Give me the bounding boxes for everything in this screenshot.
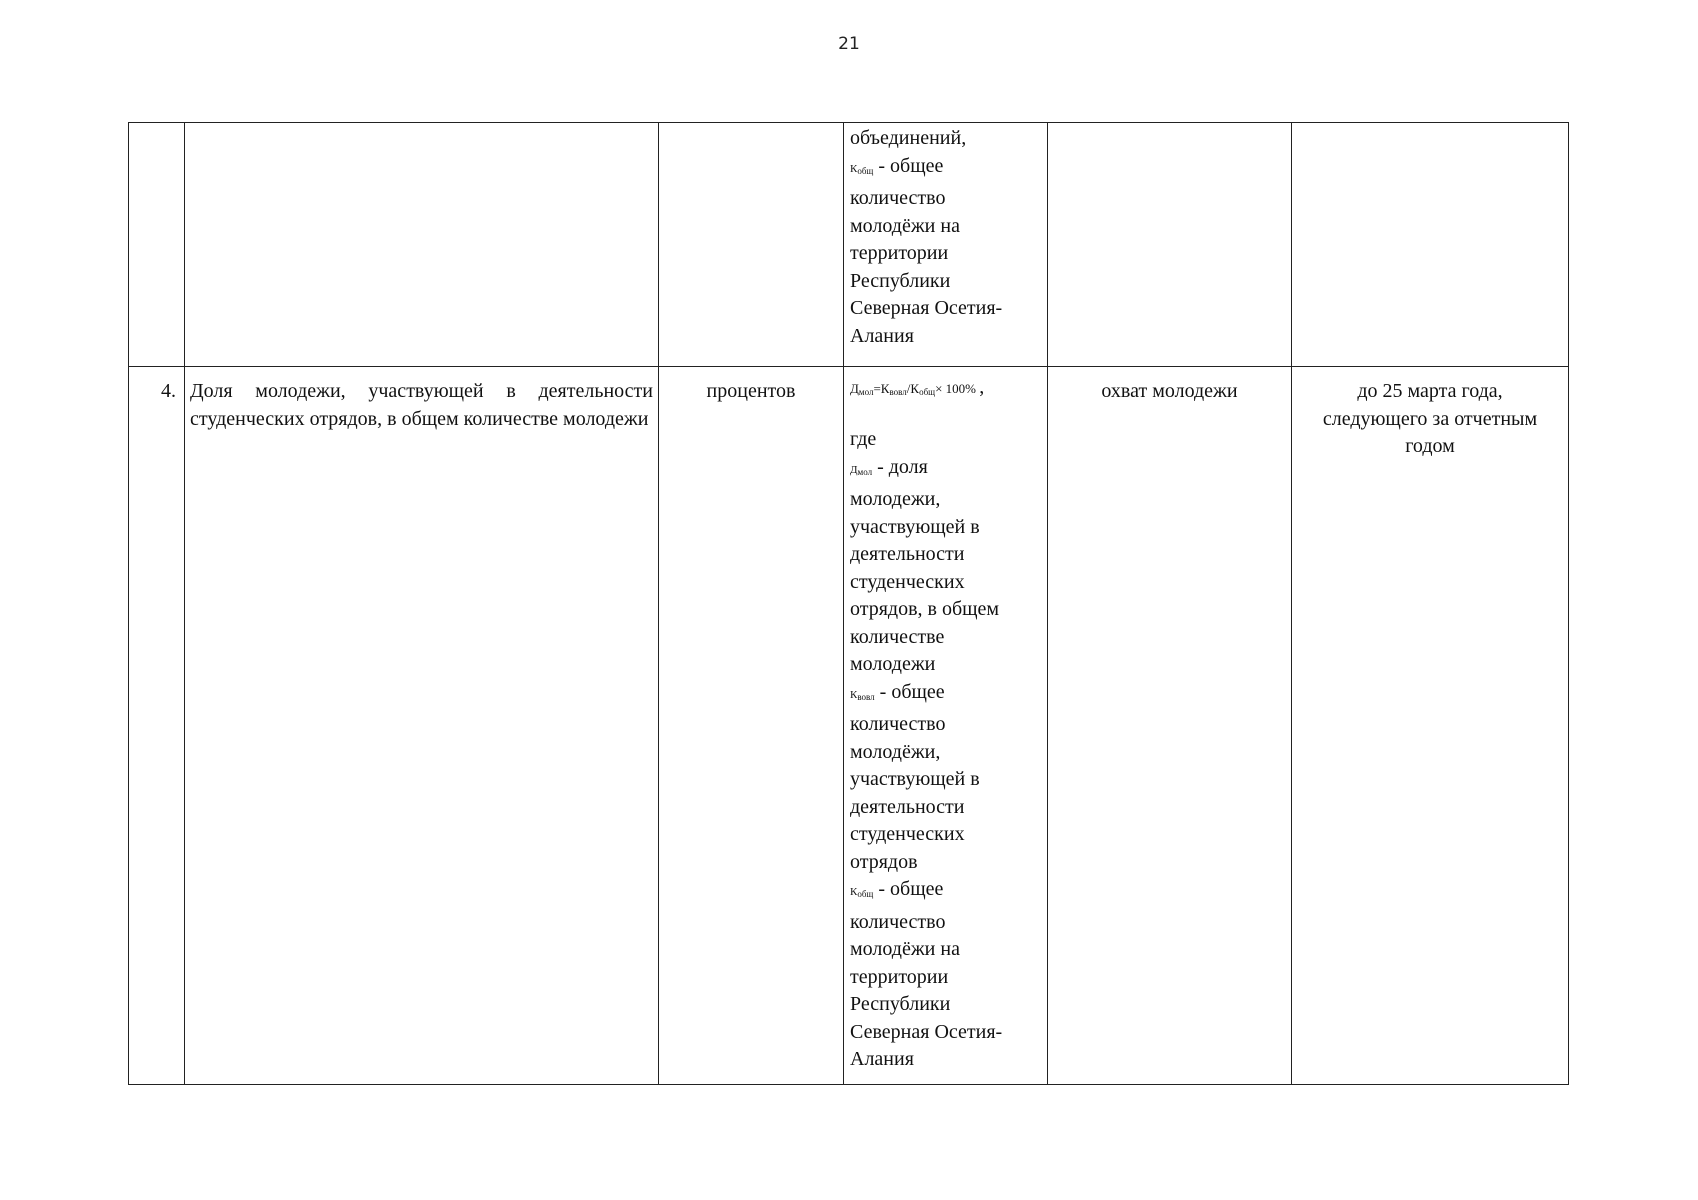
definition-line: молодежи, <box>850 488 941 510</box>
formula-text-line: $К_{общ}$ - общее <box>850 154 944 177</box>
where-label: где <box>850 428 877 450</box>
definition-line: молодёжи на <box>850 938 960 960</box>
definition-line: Северная Осетия- <box>850 1020 1003 1043</box>
formula-text-line: количество <box>850 187 946 209</box>
row-number: 4. <box>129 367 185 1085</box>
formula-text-line: территории <box>850 242 949 264</box>
formula-text-line: Республики <box>850 269 951 292</box>
table-row-4 <box>129 367 1569 1085</box>
definition-line: студенческих <box>850 570 965 593</box>
cell-unit <box>659 123 844 367</box>
cell-indicator <box>185 123 659 367</box>
cell-deadline <box>1292 123 1569 367</box>
cell-basis <box>1048 123 1292 367</box>
definition-line: молодежи <box>850 653 936 675</box>
data-basis: охват молодежи <box>1048 367 1292 1085</box>
formula-text-line: объединений, <box>850 127 967 149</box>
symbol-k: К <box>850 162 858 175</box>
formula-expression: $Д_{мол}=К_{вовл}/К_{общ}\times 100\%$ , <box>850 376 985 398</box>
definition-line: количество <box>850 910 946 933</box>
definition-line: участвующей в <box>850 515 980 538</box>
indicator-name: Доля молодежи, участвующей в деятельности студенческих отрядов, в общем количестве молодежи <box>185 367 659 1085</box>
definition-line: молодёжи, <box>850 740 941 763</box>
definition-line: деятельности <box>850 795 965 818</box>
formula-text-line: Алания <box>850 324 914 347</box>
indicators-table <box>128 122 1569 1085</box>
formula-text-line: молодёжи на <box>850 214 960 237</box>
calculation-formula <box>844 367 1048 1085</box>
unit-of-measure: процентов <box>659 367 844 1085</box>
definition-line: Алания <box>850 1048 914 1070</box>
formula-text-line: Северная Осетия- <box>850 297 1003 319</box>
definition-line: отрядов <box>850 850 918 873</box>
definition-line: $Д_{мол}$ - доля <box>850 455 928 478</box>
definition-line: отрядов, в общем <box>850 598 1000 620</box>
symbol-subscript: общ <box>857 165 874 176</box>
cell-formula-continued <box>844 123 1048 367</box>
definition-line: количестве <box>850 625 945 648</box>
reporting-deadline: до 25 марта года, следующего за отчетным годом <box>1292 367 1569 1085</box>
definition-line: $К_{вовл}$ - общее <box>850 680 945 703</box>
definition-line: участвующей в <box>850 768 980 790</box>
definition-line: $К_{общ}$ - общее <box>850 878 944 900</box>
page-number: 21 <box>838 34 860 54</box>
definition-line: студенческих <box>850 823 965 845</box>
definition-line: территории <box>850 965 949 988</box>
definition-line: деятельности <box>850 543 965 565</box>
definition-line: количество <box>850 713 946 735</box>
cell-number <box>129 123 185 367</box>
table-row-continued <box>129 123 1569 367</box>
definition-line: Республики <box>850 993 951 1015</box>
